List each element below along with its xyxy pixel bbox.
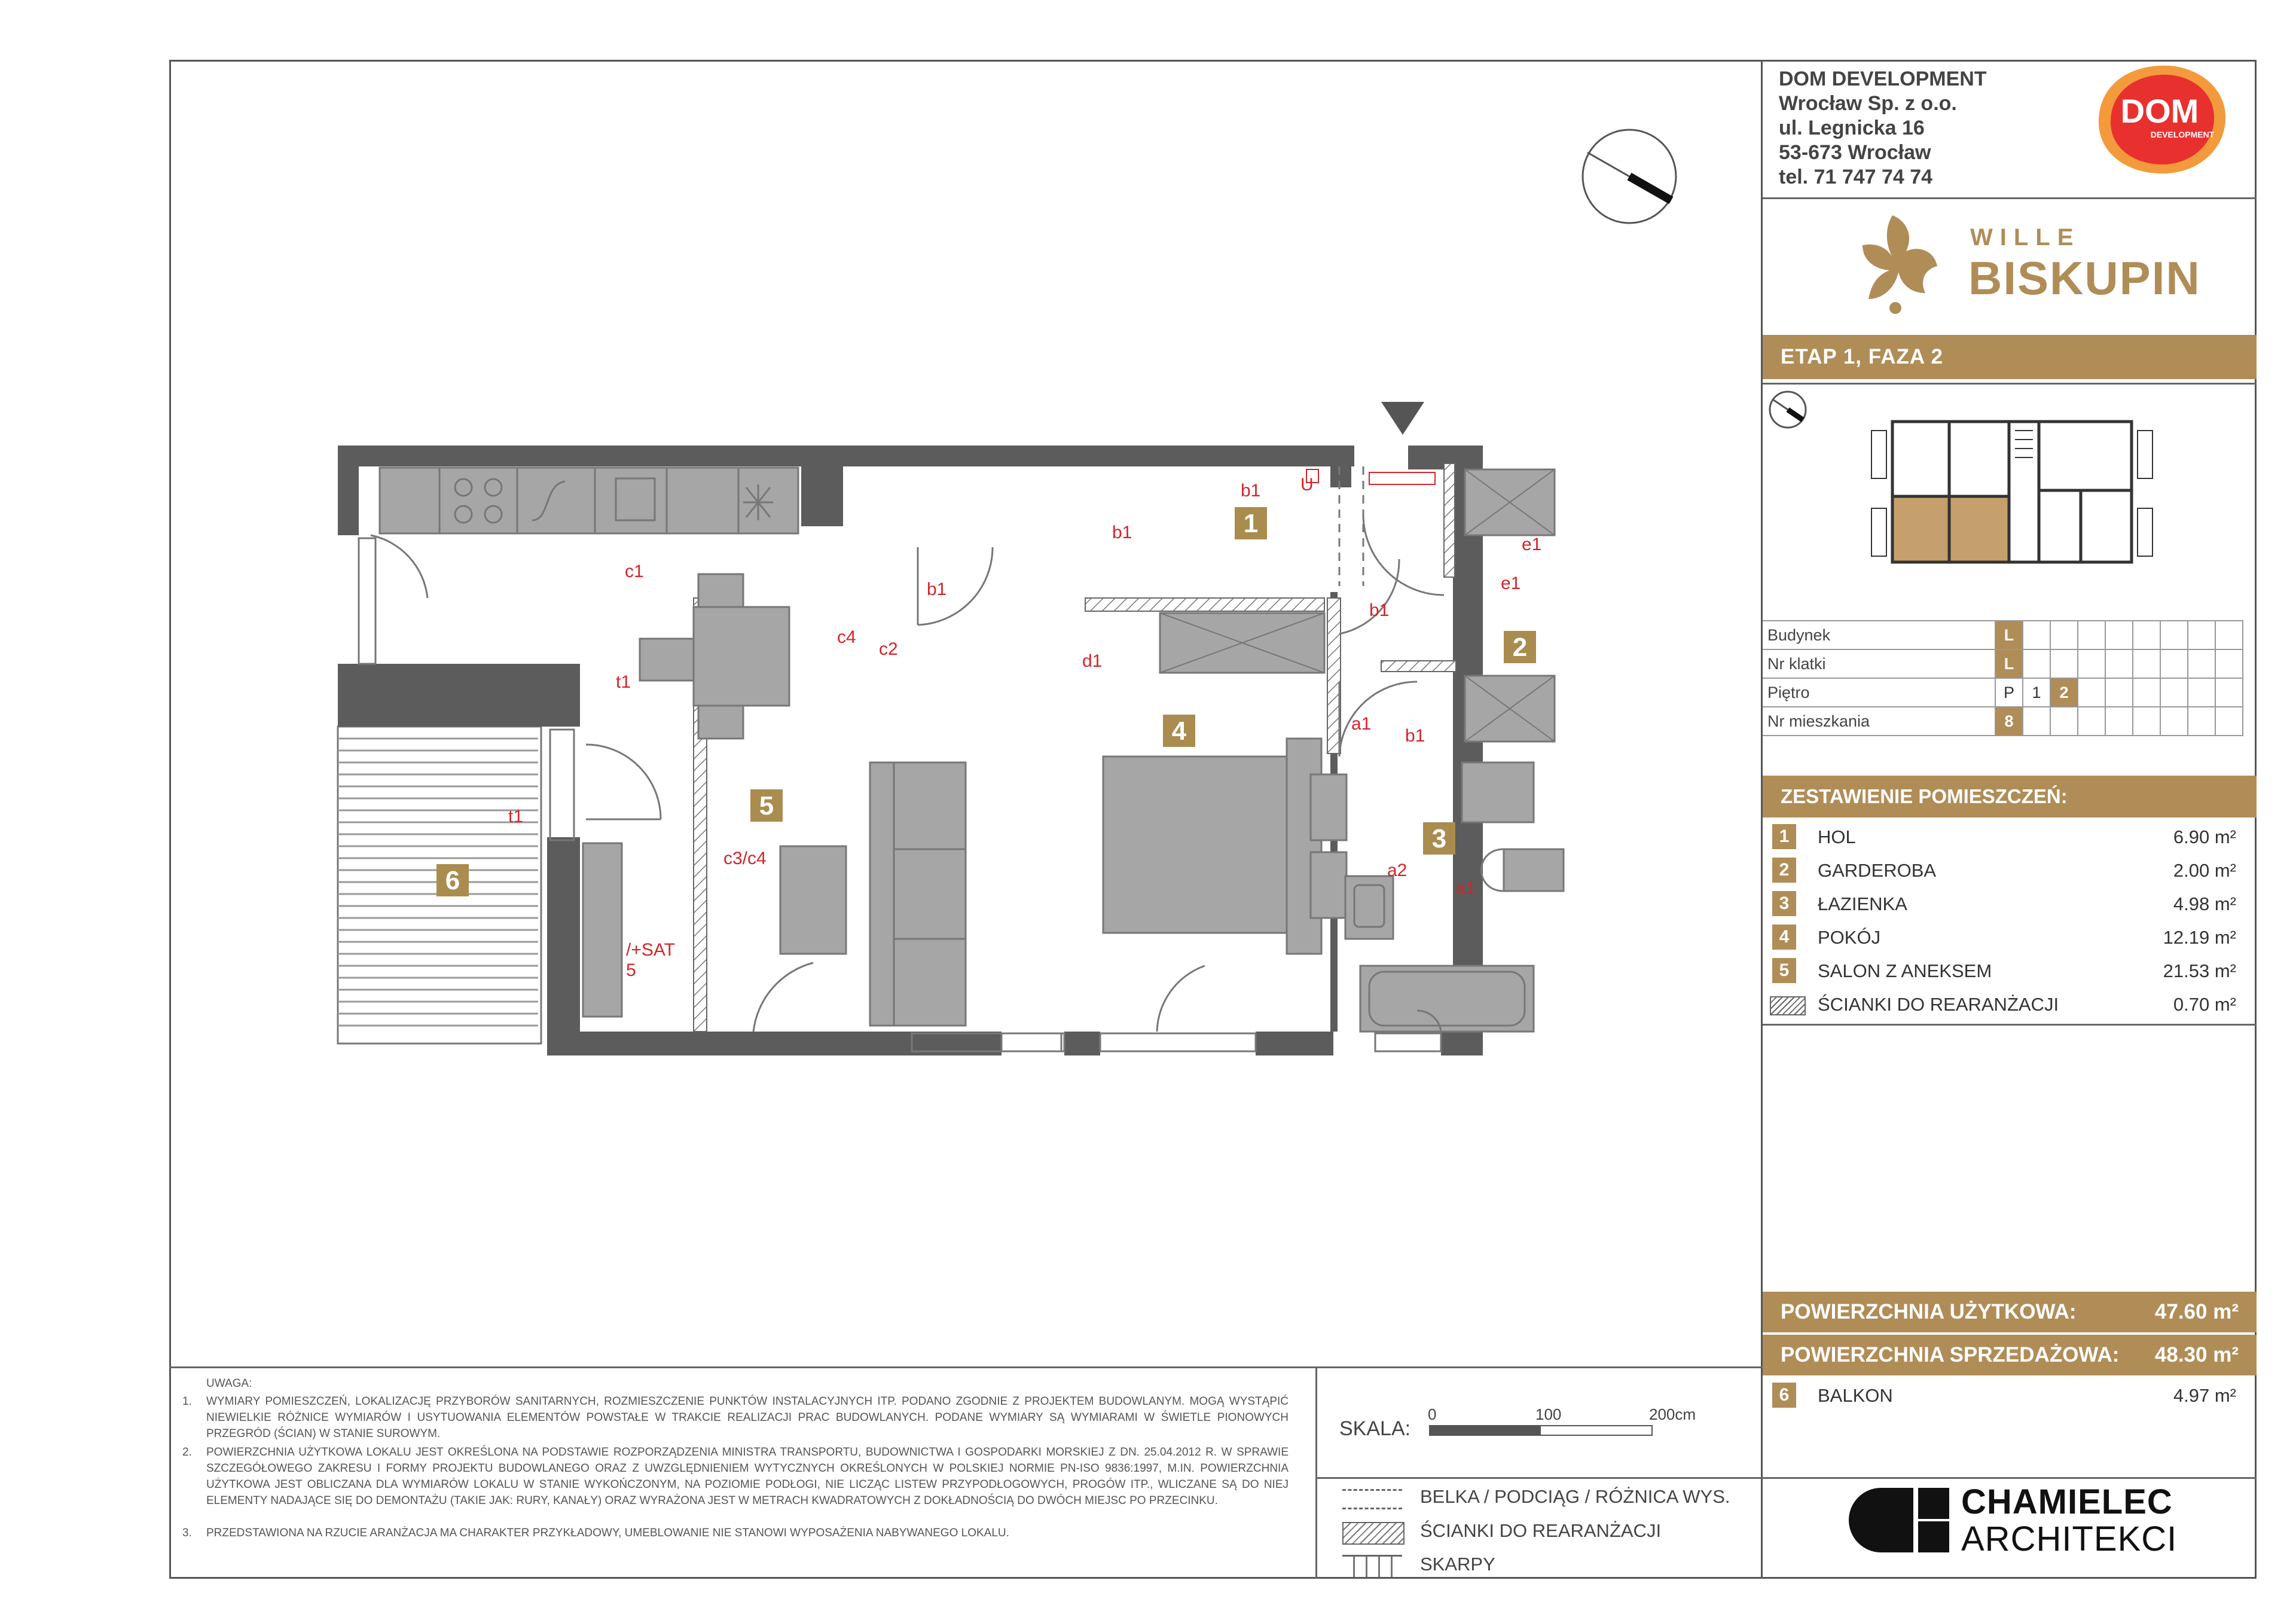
finish-code: b1 — [1369, 600, 1390, 620]
sale-area-value: 48.30 m² — [2154, 1343, 2239, 1366]
room-number: 2 — [1772, 858, 1796, 883]
info-row-floor — [1763, 678, 2243, 707]
sale-area-bar — [1763, 1335, 2257, 1375]
info-cell — [2133, 649, 2160, 678]
divider — [169, 1366, 1763, 1368]
info-cell — [2050, 649, 2078, 678]
room-name: POKÓJ — [1818, 927, 1881, 948]
info-label: Nr klatki — [1763, 649, 1995, 678]
info-cell — [2215, 707, 2243, 736]
info-row-building — [1763, 621, 2243, 649]
finish-code: b1 — [927, 579, 947, 599]
north-arrow-icon — [1767, 389, 1809, 431]
logo-wille: WILLE — [1970, 224, 2081, 251]
info-cell — [2105, 649, 2133, 678]
finish-code: a1 — [1456, 878, 1476, 898]
floor-plan — [335, 443, 1590, 1088]
finish-code: 5 — [626, 960, 636, 980]
svg-text:DOM: DOM — [2120, 92, 2199, 130]
info-label: Piętro — [1763, 678, 1995, 707]
room-name: BALKON — [1818, 1385, 1893, 1406]
finish-code: c2 — [879, 639, 898, 659]
room-row — [1770, 887, 2248, 920]
finish-code: t1 — [616, 672, 631, 692]
finish-code: b1 — [1241, 481, 1261, 501]
finish-code: U — [1300, 475, 1314, 495]
info-cell — [2215, 621, 2243, 649]
compass-icon — [1578, 126, 1680, 227]
architect-subtitle: ARCHITEKCI — [1961, 1520, 2178, 1558]
company-line: 53-673 Wrocław — [1779, 141, 1931, 164]
room-row-rearrange — [1770, 988, 2248, 1020]
room-area: 12.19 m² — [2163, 927, 2236, 948]
company-line: ul. Legnicka 16 — [1779, 117, 1925, 139]
room-number: 5 — [1772, 958, 1796, 983]
room-name: ŁAZIENKA — [1818, 893, 1907, 914]
finish-code: c1 — [625, 562, 644, 581]
divider — [1315, 1366, 1317, 1579]
room-number: 4 — [1772, 925, 1796, 950]
hatch-legend-icon — [1342, 1522, 1405, 1545]
room-area: 4.98 m² — [2173, 893, 2236, 914]
legend-label: ŚCIANKI DO REARANŻACJI — [1420, 1520, 1662, 1541]
room-label: 3 — [1431, 824, 1447, 853]
finish-code: d1 — [1082, 651, 1103, 671]
info-cell — [2023, 707, 2050, 736]
company-line: Wrocław Sp. z o.o. — [1779, 92, 1957, 115]
note-number: 2. — [182, 1446, 192, 1459]
apartment-info-table — [1763, 620, 2243, 736]
info-cell — [2133, 621, 2160, 649]
divider — [1763, 197, 2257, 199]
stage-label: ETAP 1, FAZA 2 — [1781, 345, 1944, 368]
finish-code: c3/c4 — [723, 849, 767, 868]
info-cell — [2133, 707, 2160, 736]
info-cell: L — [1995, 621, 2023, 649]
info-cell — [2023, 649, 2050, 678]
info-cell — [2160, 678, 2188, 707]
room-row — [1770, 854, 2248, 886]
reveal-legend-icon — [1342, 1555, 1402, 1577]
usable-area-value: 47.60 m² — [2154, 1300, 2239, 1323]
architect-name: CHAMIELEC — [1961, 1482, 2173, 1521]
room-area: 6.90 m² — [2173, 826, 2236, 847]
legend-label: SKARPY — [1420, 1554, 1495, 1575]
info-cell — [2050, 707, 2078, 736]
note-number: 3. — [182, 1527, 192, 1539]
hatch-icon — [1770, 996, 1806, 1015]
finish-code: /+SAT — [626, 940, 675, 960]
room-area: 2.00 m² — [2173, 860, 2236, 881]
info-cell — [2215, 678, 2243, 707]
info-cell — [2160, 649, 2188, 678]
wille-biskupin-logo — [1836, 203, 2201, 323]
room-label: 2 — [1512, 633, 1528, 662]
divider — [1763, 1024, 2257, 1026]
floor-plan-drawing — [335, 443, 1590, 1088]
usable-area-label: POWIERZCHNIA UŻYTKOWA: — [1781, 1300, 2077, 1323]
sale-area-label: POWIERZCHNIA SPRZEDAŻOWA: — [1781, 1343, 2120, 1366]
finish-code: b1 — [1405, 726, 1425, 746]
note-text: WYMIARY POMIESZCZEŃ, LOKALIZACJĘ PRZYBORÓW SANITARNYCH, ROZMIESZCZENIE PUNKTÓW INSTALACYJNYCH ITP. PODANO ZGODNIE Z PROJEKTEM BUDOWLANYM. MOGĄ WYSTĄPIĆ NIEWIELKIE RÓŻNICE WYMIARÓW I USYTUOWANIA ELEMENTÓW POWSTAŁE W TRAKCIE REALIZACJI PRAC BUDOWLANYCH. PODANE WYMIARY SĄ WYMIARAMI W ŚWIETLE PIONOWYCH PRZEGRÓD (ŚCIAN) W STANIE SUROWYM. — [206, 1395, 1289, 1440]
stage-bar — [1763, 335, 2257, 379]
entrance-arrow-icon — [1381, 402, 1424, 435]
info-cell — [2188, 678, 2215, 707]
scale-label: SKALA: — [1339, 1417, 1411, 1440]
note-text: PRZEDSTAWIONA NA RZUCIE ARANŻACJA MA CHARAKTER PRZYKŁADOWY, UMEBLOWANIE NIE STANOWI WYPOSAŻENIA NABYWANEGO LOKALU. — [206, 1527, 1009, 1539]
room-label: 1 — [1243, 509, 1259, 538]
room-area: 21.53 m² — [2163, 960, 2236, 981]
info-cell — [2078, 678, 2105, 707]
room-row-balcony — [1770, 1379, 2248, 1411]
finish-code: a2 — [1387, 861, 1407, 880]
info-cell — [2023, 621, 2050, 649]
divider — [1763, 383, 2257, 385]
scale-tick: 0 — [1428, 1405, 1437, 1423]
company-address — [1779, 67, 1987, 190]
room-row — [1770, 954, 2248, 987]
finish-code: e1 — [1501, 573, 1521, 593]
info-row-apartment — [1763, 707, 2243, 736]
room-area: 4.97 m² — [2173, 1385, 2236, 1406]
beam-legend-icon — [1342, 1489, 1402, 1509]
info-cell — [2078, 621, 2105, 649]
logo-biskupin: BISKUPIN — [1968, 252, 2201, 304]
info-cell: 2 — [2050, 678, 2078, 707]
room-label: 5 — [759, 791, 774, 820]
room-number: 3 — [1772, 891, 1796, 916]
legend-label: BELKA / PODCIĄG / RÓŻNICA WYS. — [1420, 1486, 1730, 1507]
info-cell — [2105, 678, 2133, 707]
room-row — [1770, 820, 2248, 853]
scale-bar — [1429, 1425, 1653, 1436]
info-cell — [2105, 707, 2133, 736]
info-cell — [2188, 649, 2215, 678]
info-cell: P — [1995, 678, 2023, 707]
info-cell — [2078, 707, 2105, 736]
svg-text:DEVELOPMENT: DEVELOPMENT — [2150, 130, 2215, 139]
notes-title: UWAGA: — [206, 1377, 252, 1390]
divider — [1763, 1477, 2257, 1479]
info-label: Budynek — [1763, 621, 1995, 649]
company-phone: tel. 71 747 74 74 — [1779, 166, 1933, 188]
dom-development-logo — [2093, 63, 2230, 176]
room-area: 0.70 m² — [2173, 994, 2236, 1015]
info-cell — [2050, 621, 2078, 649]
room-number: 6 — [1772, 1383, 1796, 1408]
room-name: HOL — [1818, 826, 1856, 847]
room-name: ŚCIANKI DO REARANŻACJI — [1818, 994, 2059, 1015]
summary-heading-text: ZESTAWIENIE POMIESZCZEŃ: — [1781, 785, 2068, 807]
info-cell — [2160, 621, 2188, 649]
company-name: DOM DEVELOPMENT — [1779, 68, 1987, 90]
note-number: 1. — [182, 1395, 192, 1408]
info-cell: 8 — [1995, 707, 2023, 736]
room-label: 4 — [1171, 716, 1187, 746]
usable-area-bar — [1763, 1292, 2257, 1332]
room-label: 6 — [445, 866, 460, 895]
info-cell — [2105, 621, 2133, 649]
key-plan — [1842, 419, 2176, 568]
finish-code: e1 — [1522, 535, 1542, 554]
room-number: 1 — [1772, 824, 1796, 849]
summary-heading — [1763, 776, 2257, 817]
info-cell — [2188, 621, 2215, 649]
room-name: SALON Z ANEKSEM — [1818, 960, 1992, 981]
scale-tick: 100 — [1535, 1405, 1562, 1423]
info-row-staircase — [1763, 649, 2243, 678]
room-row — [1770, 921, 2248, 953]
info-cell — [2188, 707, 2215, 736]
finish-code: a1 — [1351, 714, 1372, 734]
finish-code: t1 — [508, 807, 524, 826]
finish-code: c4 — [837, 627, 856, 647]
info-cell — [2215, 649, 2243, 678]
info-cell — [2133, 678, 2160, 707]
info-label: Nr mieszkania — [1763, 707, 1995, 736]
info-cell — [2160, 707, 2188, 736]
room-name: GARDEROBA — [1818, 860, 1937, 881]
info-cell: 1 — [2023, 678, 2050, 707]
note-text: POWIERZCHNIA UŻYTKOWA LOKALU JEST OKREŚLONA NA PODSTAWIE ROZPORZĄDZENIA MINISTRA TRANSPORTU, BUDOWNICTWA I GOSPODARKI MORSKIEJ Z DN. 25.04.2012 R. W SPRAWIE SZCZEGÓŁOWEGO ZAKRESU I FORMY PROJEKTU BUDOWLANEGO ORAZ Z UWZGLĘDNIENIEM WYTYCZNYCH OKREŚLONYCH W POLSKIEJ NORMIE PN-ISO 9836:1997, M.IN. POWIERZCHNIA UŻYTKOWA JEST OBLICZANA DLA WYMIARÓW LOKALU W STANIE WYKOŃCZONYM, NA POZIOMIE PODŁOGI, NIE LICZĄC LISTEW PRZYPODŁOGOWYCH, PROGÓW ITP., WLICZANE SĄ DO NIEJ ELEMENTY NADAJĄCE SIĘ DO DEMONTAŻU (TAKIE JAK: RURY, KANAŁY) ORAZ WYRAŻONA JEST W METRACH KWADRATOWYCH Z DOKŁADNOŚCIĄ DO DWÓCH MIEJSC PO PRZECINKU. — [206, 1446, 1289, 1507]
divider — [1315, 1477, 1763, 1479]
info-cell: L — [1995, 649, 2023, 678]
info-cell — [2078, 649, 2105, 678]
finish-code: b1 — [1112, 523, 1132, 542]
scale-tick: 200cm — [1649, 1405, 1696, 1423]
